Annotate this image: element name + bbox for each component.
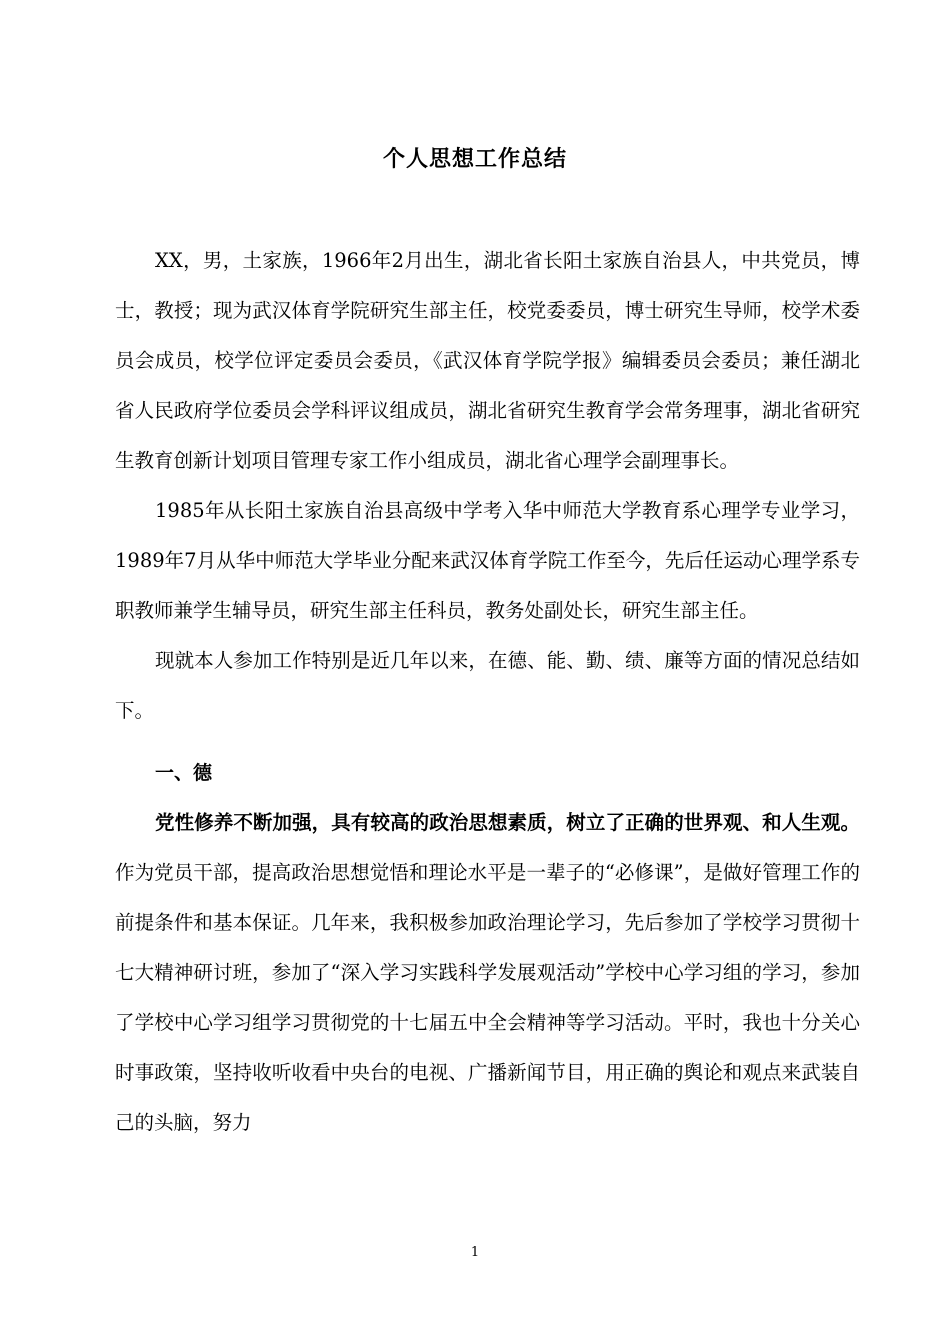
- document-title: 个人思想工作总结: [382, 147, 567, 172]
- page-number: 1: [470, 1245, 480, 1260]
- paragraph-de-lead: 党性修养不断加强，具有较高的政治思想素质，树立了正确的世界观、和人生观。: [155, 811, 860, 834]
- paragraph-intro: 现就本人参加工作特别是近几年以来，在德、能、勤、绩、廉等方面的情况总结如下。: [115, 649, 860, 722]
- paragraph-bio: XX，男，土家族，1966年2月出生，湖北省长阳土家族自治县人，中共党员，博士，教授；现为武汉体育学院研究生部主任，校党委委员，博士研究生导师，校学术委员会成员，校学位评定委员会委员，《武汉体育学院学报》编辑委员会委员；兼任湖北省人民政府学位委员会学科评议组成员，湖北省研究生教育学会常务理事，湖北省研究生教育创新计划项目管理专家工作小组成员，湖北省心理学会副理事长。: [115, 249, 860, 472]
- document-body: [115, 236, 860, 1148]
- paragraph-de-content: [115, 798, 860, 1148]
- section-heading-de: 一、德: [155, 762, 213, 784]
- paragraph-de-text: 作为党员干部，提高政治思想觉悟和理论水平是一辈子的“必修课”，是做好管理工作的前提条件和基本保证。几年来，我积极参加政治理论学习，先后参加了学校学习贯彻十七大精神研讨班，参加了“深入学习实践科学发展观活动”学校中心学习组的学习，参加了学校中心学习组学习贯彻党的十七届五中全会精神等学习活动。平时，我也十分关心时事政策，坚持收听收看中央台的电视、广播新闻节目，用正确的舆论和观点来武装自己的头脑，努力: [115, 861, 860, 1134]
- paragraph-career: 1985年从长阳土家族自治县高级中学考入华中师范大学教育系心理学专业学习，1989年7月从华中师范大学毕业分配来武汉体育学院工作至今，先后任运动心理学系专职教师兼学生辅导员，研究生部主任科员，教务处副处长，研究生部主任。: [115, 499, 860, 622]
